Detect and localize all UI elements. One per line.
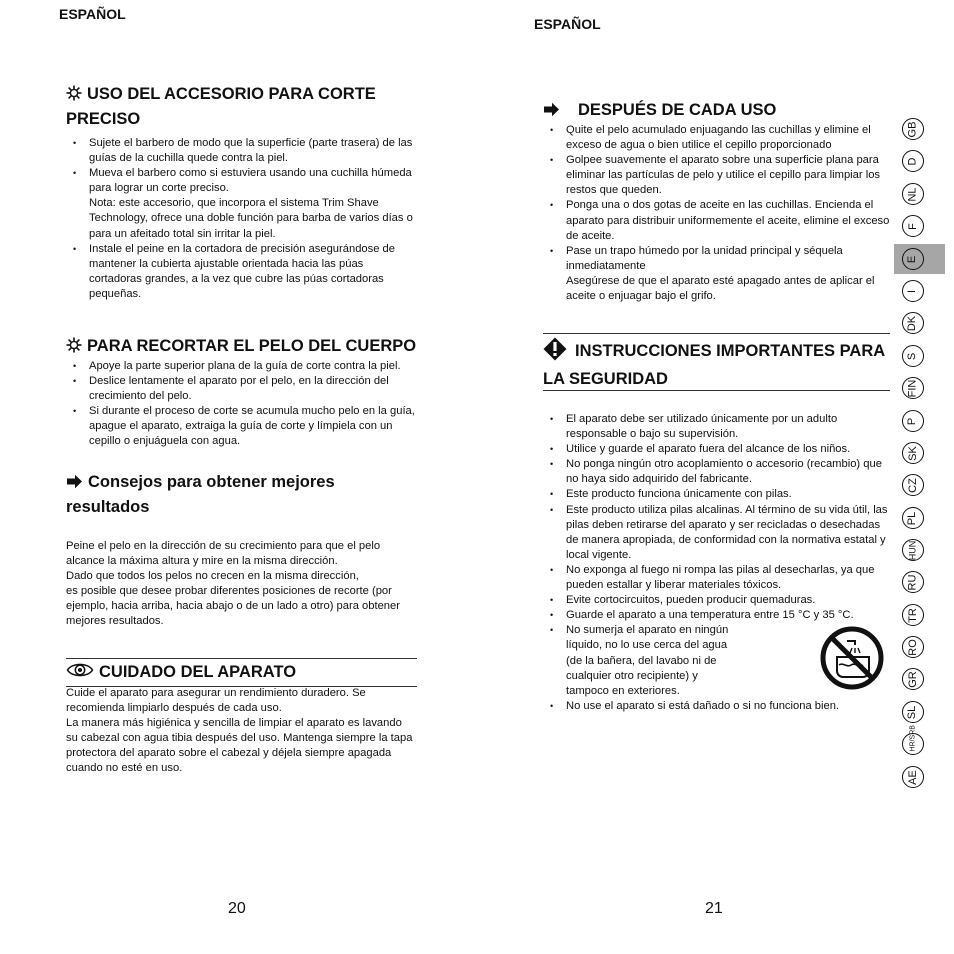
divider <box>543 390 890 391</box>
tab-d[interactable]: D <box>902 150 924 172</box>
tab-p[interactable]: P <box>902 410 924 432</box>
precision-list <box>65 136 415 302</box>
list-item: • Utilice y guarde el aparato fuera del alcance de los niños. <box>542 442 892 457</box>
care-paragraph: Cuide el aparato para asegurar un rendimiento duradero. Se recomienda limpiarlo después de cada uso. La manera más higiénica y sencilla de limpiar el aparato es lavando su cabezal con agua tibia después del uso. Mantenga siempre la tapa protectora del aparato sobre el cabezal y déjela siempre apagada cuando no esté en uso. <box>66 687 413 775</box>
right-arrow-icon <box>543 101 560 124</box>
after-use-list <box>542 123 892 304</box>
list-item: • No sumerja el aparato en ningún líquido, no lo use cerca del agua (de la bañera, del lavabo ni de cualquier otro recipiente) y tampoco en exteriores. <box>542 623 796 698</box>
list-item: • No use el aparato si está dañado o si no funciona bien. <box>542 699 892 714</box>
tab-gr[interactable]: GR <box>902 668 924 690</box>
list-item: • Este producto funciona únicamente con pilas. <box>542 487 892 502</box>
tab-ro[interactable]: RO <box>902 636 924 658</box>
list-item: • Mueva el barbero como si estuviera usando una cuchilla húmeda para lograr un corte preciso. Nota: este accesorio, que incorpora el sistema Trim Shave Technology, ofrece una doble función para barba de varios días o para un afeitado total sin irritar la piel. <box>65 166 415 241</box>
sun-burst-icon <box>66 337 82 360</box>
list-item: • Instale el peine en la cortadora de precisión asegurándose de mantener la cubierta ajustable orientada hacia las púas cortadoras grandes, a la vez que cubre las púas cortadoras pequeñas. <box>65 242 415 302</box>
exclamation-icon <box>543 337 567 368</box>
list-item: • Quite el pelo acumulado enjuagando las cuchillas y elimine el exceso de agua o bien utilice el cepillo proporcionado <box>542 123 892 153</box>
tab-hr-srb[interactable]: HR/SRB <box>902 733 924 755</box>
divider <box>66 658 417 659</box>
tab-sl[interactable]: SL <box>902 701 924 723</box>
list-item: • Ponga una o dos gotas de aceite en las cuchillas. Encienda el aparato para distribuir uniformemente el aceite, elimine el exceso de aceite. <box>542 198 892 243</box>
tab-e[interactable]: E <box>902 248 924 270</box>
no-bath-icon <box>819 625 885 696</box>
list-item: • Sujete el barbero de modo que la superficie (parte trasera) de las guías de la cuchilla quede contra la piel. <box>65 136 415 166</box>
tab-hun[interactable]: HUN <box>902 539 924 561</box>
tab-dk[interactable]: DK <box>902 312 924 334</box>
list-item: • Apoye la parte superior plana de la guía de corte contra la piel. <box>65 359 415 374</box>
tab-ae[interactable]: AE <box>902 766 924 788</box>
list-item: • Si durante el proceso de corte se acumula mucho pelo en la guía, apague el aparato, extraiga la guía de corte y límpiela con un cepillo o enjuáguela con agua. <box>65 404 415 449</box>
tab-ru[interactable]: RU <box>902 571 924 593</box>
section-title-precision: USO DEL ACCESORIO PARA CORTE PRECISO <box>66 85 376 128</box>
list-item: • Golpee suavemente el aparato sobre una superficie plana para eliminar las partículas de pelo y utilice el cepillo para limpiar los restos que queden. <box>542 153 892 198</box>
tab-sk[interactable]: SK <box>902 442 924 464</box>
tab-s[interactable]: S <box>902 345 924 367</box>
list-item: • Guarde el aparato a una temperatura entre 15 °C y 35 °C. <box>542 608 892 623</box>
section-title-care: CUIDADO DEL APARATO <box>66 661 416 686</box>
tab-fin[interactable]: FIN <box>902 377 924 399</box>
list-item: • Evite cortocircuitos, pueden producir quemaduras. <box>542 593 892 608</box>
divider <box>543 333 890 334</box>
tab-f[interactable]: F <box>902 215 924 237</box>
sun-burst-icon <box>66 85 82 108</box>
section-title-after-use: DESPUÉS DE CADA USO <box>543 99 883 124</box>
section-title-safety: INSTRUCCIONES IMPORTANTES PARA LA SEGURIDAD <box>543 337 893 391</box>
page-number-right: 21 <box>705 900 723 917</box>
list-item: • Pase un trapo húmedo por la unidad principal y séquela inmediatamente Asegúrese de que el aparato esté apagado antes de aplicar el aceite o enjuagar bajo el grifo. <box>542 244 892 304</box>
right-page-language: ESPAÑOL <box>534 16 601 32</box>
tab-tr[interactable]: TR <box>902 604 924 626</box>
section-title-tips: Consejos para obtener mejores resultados <box>66 473 335 516</box>
list-item: • No ponga ningún otro acoplamiento o accesorio (recambio) que no haya sido adquirido del fabricante. <box>542 457 892 487</box>
tab-gb[interactable]: GB <box>902 118 924 140</box>
body-hair-list <box>65 359 415 450</box>
list-item: • El aparato debe ser utilizado únicamente por un adulto responsable o bajo su supervisión. <box>542 412 892 442</box>
tab-nl[interactable]: NL <box>902 183 924 205</box>
tab-i[interactable]: I <box>902 280 924 302</box>
page-number-left: 20 <box>228 900 246 917</box>
list-item: • No exponga al fuego ni rompa las pilas al desecharlas, ya que pueden estallar y liberar materiales tóxicos. <box>542 563 892 593</box>
right-arrow-icon <box>66 473 83 496</box>
left-page-language: ESPAÑOL <box>59 6 126 22</box>
list-item: • Deslice lentamente el aparato por el pelo, en la dirección del crecimiento del pelo. <box>65 374 415 404</box>
section-title-body-hair: PARA RECORTAR EL PELO DEL CUERPO <box>66 335 426 360</box>
tab-pl[interactable]: PL <box>902 507 924 529</box>
list-item: • Este producto utiliza pilas alcalinas. Al término de su vida útil, las pilas deben retirarse del aparato y ser recicladas o desechadas de manera apropiada, de conformidad con la normativa estatal y local vigente. <box>542 503 892 563</box>
tips-paragraph: Peine el pelo en la dirección de su crecimiento para que el pelo alcance la máxima altura y mire en la misma dirección. Dado que todos los pelos no crecen en la misma dirección, es posible que desee probar diferentes posiciones de recorte (por ejemplo, hacia arriba, hacia abajo o de un lado a otro) para obtener mejores resultados. <box>66 540 400 628</box>
eye-icon <box>66 661 94 686</box>
tab-cz[interactable]: CZ <box>902 474 924 496</box>
